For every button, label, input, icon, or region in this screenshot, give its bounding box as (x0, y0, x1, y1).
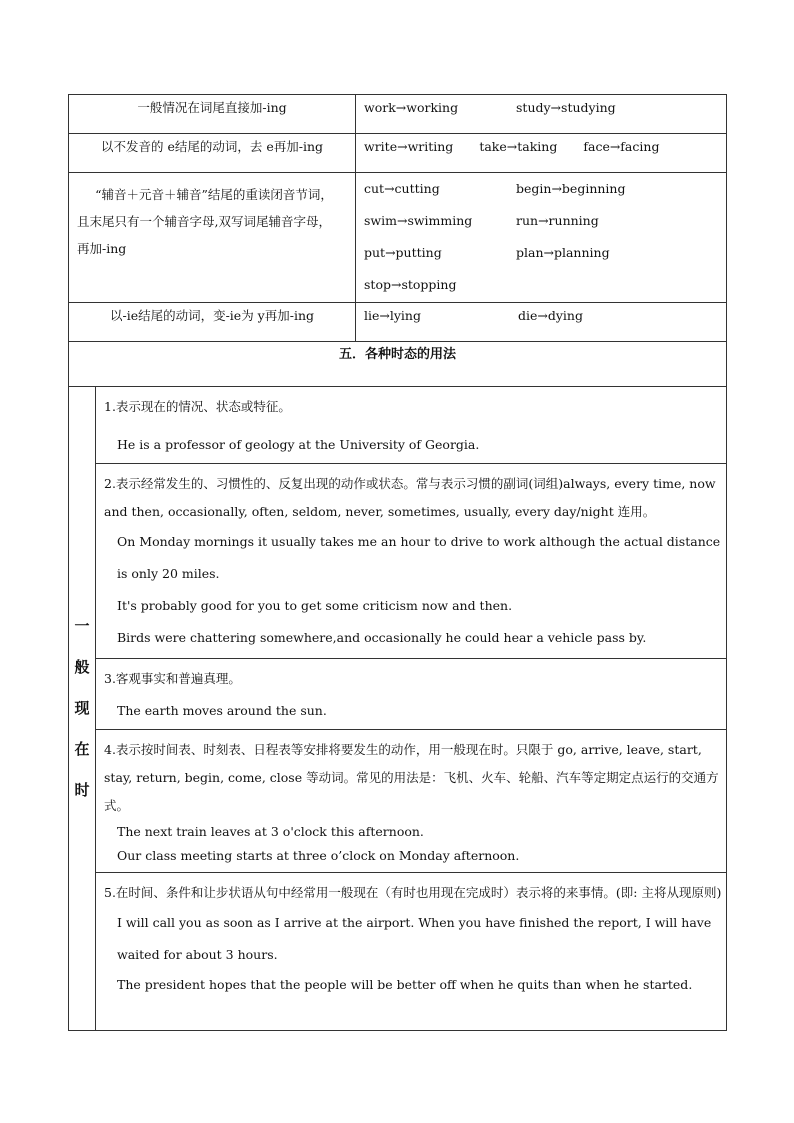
usage-sentence: The earth moves around the sun. (117, 703, 327, 718)
tense-char: 时 (74, 781, 90, 799)
usage-sentence: The president hopes that the people will be better off when he quits than when he started. (117, 977, 693, 992)
rule-line: 再加-ing (77, 241, 127, 256)
rule-line: 且末尾只有一个辅音字母,双写词尾辅音字母， (77, 214, 331, 229)
usage-sentence: Birds were chattering somewhere,and occasionally he could hear a vehicle pass by. (117, 630, 647, 645)
rule-row (69, 134, 727, 173)
usage-row (69, 659, 727, 730)
example: plan→planning (516, 245, 610, 260)
example: stop→stopping (364, 277, 457, 292)
rule-row (69, 303, 727, 342)
usage-cell (96, 659, 727, 730)
tense-char: 现 (74, 699, 90, 717)
example: face→facing (583, 139, 660, 154)
rule-text: 以不发音的 e结尾的动词，去 e再加-ing (69, 134, 356, 173)
usage-sentence: He is a professor of geology at the University of Georgia. (117, 437, 480, 452)
usage-sentence: It's probably good for you to get some criticism now and then. (117, 598, 513, 613)
tense-char: 般 (74, 658, 90, 676)
example: study→studying (516, 100, 616, 115)
usage-row (69, 464, 727, 659)
tense-label (69, 387, 96, 1031)
section-title: 五．各种时态的用法 (69, 342, 727, 387)
example: swim→swimming (364, 213, 473, 228)
example: put→putting (364, 245, 442, 260)
example: cut→cutting (364, 181, 440, 196)
rule-examples (356, 173, 727, 303)
rule-line: “辅音＋元音＋辅音”结尾的重读闭音节词， (95, 187, 333, 202)
tense-char: 一 (74, 617, 90, 635)
section-row (69, 342, 727, 387)
usage-head: 2.表示经常发生的、习惯性的、反复出现的动作或状态。常与表示习惯的副词(词组)always, every time, now and then, occasionally, often, seldom, never, sometimes, usually, every day/night 连用。 (104, 476, 716, 519)
usage-row (69, 387, 727, 464)
usage-head: 3.客观事实和普遍真理。 (104, 671, 241, 686)
example: lie→lying (364, 308, 421, 323)
rule-text (69, 173, 356, 303)
example: work→working (364, 100, 459, 115)
usage-sentence: The next train leaves at 3 o'clock this afternoon. (117, 824, 424, 839)
example: die→dying (518, 308, 583, 323)
usage-sentence: I will call you as soon as I arrive at the airport. When you have finished the report, I will have waited for about 3 hours. (117, 915, 712, 962)
usage-head: 5.在时间、条件和让步状语从句中经常用一般现在（有时也用现在完成时）表示将的来事情。(即: 主将从现原则) (104, 885, 722, 900)
rule-examples (356, 134, 727, 173)
example: write→writing (364, 139, 454, 154)
grammar-page (68, 94, 726, 1031)
usage-row (69, 873, 727, 1031)
grammar-table (68, 94, 727, 1031)
example: begin→beginning (516, 181, 626, 196)
rule-row (69, 173, 727, 303)
usage-sentence: Our class meeting starts at three o’clock on Monday afternoon. (117, 848, 520, 863)
usage-head: 1.表示现在的情况、状态或特征。 (104, 399, 291, 414)
usage-cell (96, 387, 727, 464)
rule-row (69, 95, 727, 134)
usage-head: 4.表示按时间表、时刻表、日程表等安排将要发生的动作，用一般现在时。只限于 go, arrive, leave, start, stay, return, begin, come, close 等动词。常见的用法是：飞机、火车、轮船、汽车等定期定点运行的交通方式。 (104, 742, 719, 813)
rule-text: 以-ie结尾的动词，变-ie为 y再加-ing (69, 303, 356, 342)
usage-sentence: On Monday mornings it usually takes me an hour to drive to work although the actual distance is only 20 miles. (117, 534, 721, 581)
usage-cell (96, 730, 727, 873)
usage-row (69, 730, 727, 873)
example: run→running (516, 213, 599, 228)
usage-cell (96, 464, 727, 659)
usage-cell (96, 873, 727, 1031)
example: take→taking (479, 139, 558, 154)
rule-examples (356, 303, 727, 342)
rule-text: 一般情况在词尾直接加-ing (69, 95, 356, 134)
rule-examples (356, 95, 727, 134)
tense-char: 在 (74, 740, 90, 758)
